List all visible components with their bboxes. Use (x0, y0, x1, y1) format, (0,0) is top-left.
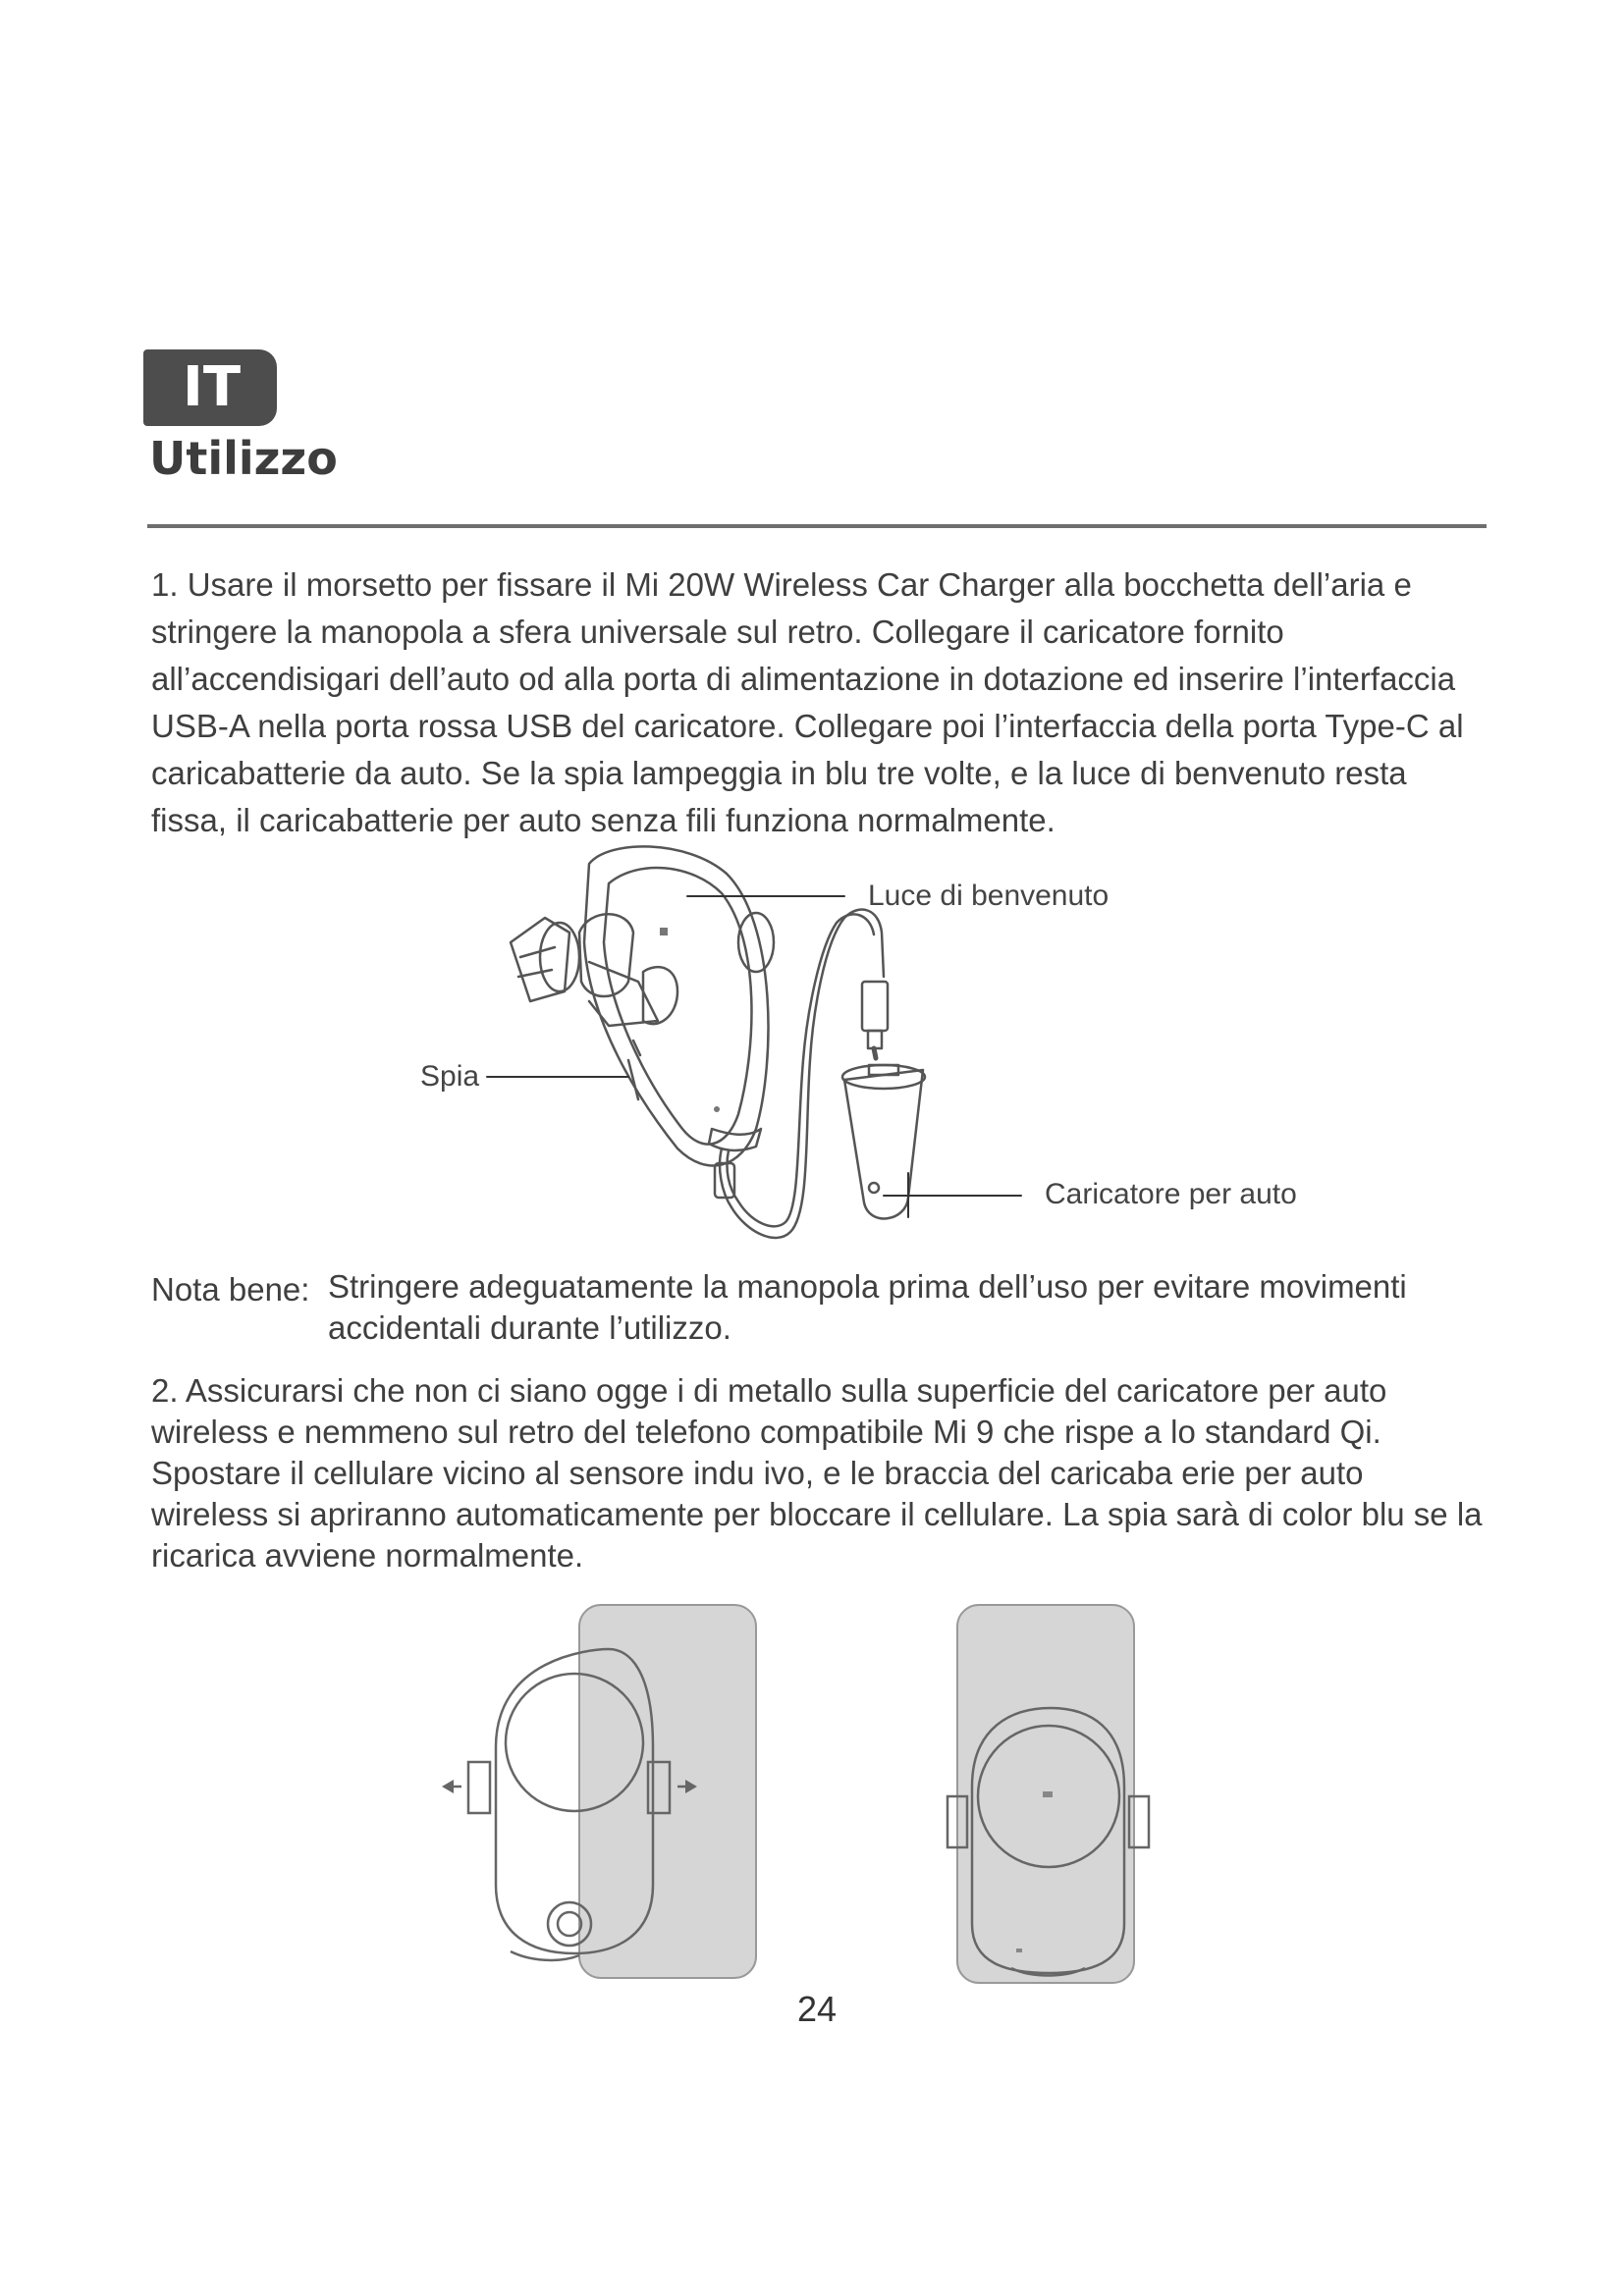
mount-body (584, 846, 774, 1165)
phone-approaching (442, 1605, 756, 1978)
car-charger (842, 1048, 925, 1218)
section-title: Utilizzo (149, 432, 338, 485)
vent-clip (511, 918, 579, 1001)
usb-cable (715, 910, 888, 1238)
callout-car-charger: Caricatore per auto (1045, 1178, 1297, 1210)
note-block (151, 1266, 1487, 1349)
step-1-text: 1. Usare il morsetto per fissare il Mi 20W Wireless Car Charger alla bocchetta dell’aria e stringere la manopola a sfera universale sul retro. Collegare il caricatore fornito all’accendisigari dell’auto od alla porta di alimentazione in dotazione ed inserire l’interfaccia USB-A nella porta rossa USB del caricatore. Collegare poi l’interfaccia della porta Type-C al caricabatterie da auto. Se la spia lampeggia in blu tre volte, e la luce di benvenuto resta fissa, il caricabatterie per auto senza fili funziona normalmente. (151, 566, 1464, 838)
section-divider (147, 524, 1487, 528)
ball-joint (579, 914, 658, 1026)
callout-indicator: Spia (420, 1060, 480, 1093)
callout-welcome-light: Luce di benvenuto (868, 880, 1110, 912)
step-2-text: 2. Assicurarsi che non ci siano ogge i di metallo sulla superficie del caricatore per auto wireless e nemmeno sul retro del telefono compatibile Mi 9 che rispe a lo standard Qi. Spostare il cellulare vicino al sensore indu ivo, e le braccia del caricaba erie per auto wireless si apriranno automaticamente per bloccare il cellulare. La spia sarà di color blu se la ricarica avviene normalmente. (151, 1372, 1483, 1574)
note-label: Nota bene: (151, 1271, 310, 1308)
page-number: 24 (797, 1989, 838, 2029)
phone-clamped (947, 1605, 1149, 1983)
language-badge: IT (143, 349, 277, 426)
note-text: Stringere adeguatamente la manopola prima dell’uso per evitare movimenti accidentali durante l’utilizzo. (328, 1268, 1407, 1346)
